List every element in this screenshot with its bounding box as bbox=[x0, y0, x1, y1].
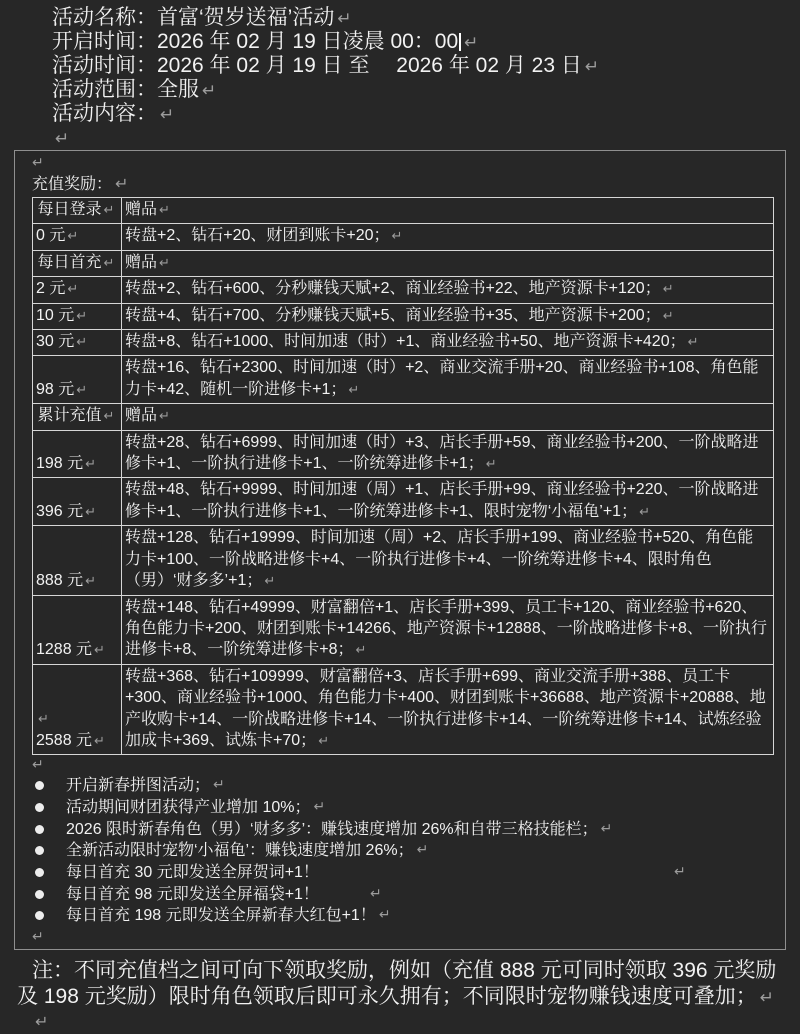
reward-tier-cell bbox=[33, 526, 122, 595]
reward-tier-line bbox=[36, 570, 116, 592]
reward-desc-cell bbox=[122, 526, 774, 595]
bullet-icon bbox=[35, 911, 44, 920]
reward-tier-line bbox=[36, 405, 116, 427]
paragraph-mark: ↵ bbox=[213, 777, 225, 794]
paragraph-mark: ↵ bbox=[159, 203, 170, 218]
paragraph-mark: ↵ bbox=[67, 282, 79, 298]
reward-desc-cell bbox=[122, 277, 774, 303]
paragraph-mark: ↵ bbox=[103, 203, 115, 218]
reward-tier-cell bbox=[33, 430, 122, 478]
reward-tier-label: 396 元 bbox=[36, 502, 84, 520]
paragraph-mark: ↵ bbox=[337, 9, 352, 29]
list-item-text: 每日首充 98 元即发送全屏福袋+1！ bbox=[66, 885, 367, 903]
info-text: 活动名称：首富‘贺岁送福’活动 bbox=[52, 6, 335, 29]
table-row bbox=[33, 430, 774, 478]
reward-tier-cell bbox=[33, 198, 122, 224]
info-line bbox=[52, 126, 800, 150]
reward-desc-cell bbox=[122, 330, 774, 356]
reward-desc-cell bbox=[122, 224, 774, 250]
table-row bbox=[33, 224, 774, 250]
list-item bbox=[32, 862, 773, 884]
paragraph-mark: ↵ bbox=[32, 155, 44, 171]
reward-desc-text: 转盘+148、钻石+49999、财富翻倍+1、店长手册+399、员工卡+120、商业经验书+620、角色能力卡+200、财团到账卡+14266、地产资源卡+12888、一阶战略进修卡+8、一阶执行进修卡+8、一阶统筹进修卡+8； bbox=[125, 598, 767, 659]
paragraph-mark: ↵ bbox=[85, 574, 97, 590]
paragraph-mark: ↵ bbox=[464, 33, 479, 53]
paragraph-mark: ↵ bbox=[76, 382, 88, 398]
table-row bbox=[33, 664, 774, 755]
reward-desc-cell bbox=[122, 250, 774, 276]
reward-tier-cell bbox=[33, 224, 122, 250]
paragraph-mark: ↵ bbox=[32, 929, 44, 946]
paragraph-mark: ↵ bbox=[662, 282, 674, 298]
paragraph-mark: ↵ bbox=[662, 308, 674, 324]
paragraph-mark: ↵ bbox=[94, 733, 105, 749]
bullet-icon bbox=[35, 825, 44, 834]
paragraph-mark: ↵ bbox=[85, 504, 97, 520]
empty-paragraph bbox=[36, 708, 116, 730]
reward-tier-label: 98 元 bbox=[36, 380, 75, 398]
reward-desc-cell bbox=[122, 664, 774, 755]
list-item-text: 开启新春拼图活动； bbox=[66, 777, 211, 795]
reward-tier-label: 累计充值 bbox=[37, 407, 102, 425]
reward-tier-line bbox=[36, 305, 116, 327]
reward-desc-text: 转盘+368、钻石+109999、财富翻倍+3、店长手册+699、商业交流手册+388、员工卡+300、商业经验书+1000、角色能力卡+400、财团到账卡+36688、地产资源卡+20888、地产收购卡+14、一阶战略进修卡+14、一阶执行进修卡+14、一阶统筹进修卡+14、试炼经验加成卡+369、试炼卡+70； bbox=[125, 667, 766, 749]
reward-tier-line bbox=[36, 501, 116, 523]
info-line bbox=[52, 30, 800, 54]
info-text: 活动内容： bbox=[52, 102, 157, 125]
paragraph-mark: ↵ bbox=[103, 255, 115, 271]
list-item-text: 2026 限时新春角色（男）‘财多多’：赚钱速度增加 26%和自带三格技能栏； bbox=[66, 820, 598, 838]
paragraph-mark: ↵ bbox=[485, 457, 497, 473]
info-line bbox=[52, 6, 800, 30]
reward-tier-line bbox=[36, 278, 116, 300]
footnote-text: 注：不同充值档之间可向下领取奖励，例如（充值 888 元可同时领取 396 元奖励及 198 元奖励）限时角色领取后即可永久拥有；不同限时宠物赚钱速度可叠加； bbox=[17, 959, 777, 1009]
recharge-rewards-table bbox=[32, 197, 774, 755]
reward-tier-cell bbox=[33, 356, 122, 404]
reward-tier-label: 2 元 bbox=[36, 280, 66, 298]
list-item bbox=[32, 840, 773, 862]
reward-desc-text: 转盘+28、钻石+6999、时间加速（时）+3、店长手册+59、商业经验书+200、一阶战略进修卡+1、一阶执行进修卡+1、一阶统筹进修卡+1； bbox=[125, 433, 759, 473]
reward-tier-line bbox=[36, 331, 116, 353]
paragraph-mark: ↵ bbox=[378, 907, 391, 924]
reward-tier-line bbox=[36, 252, 116, 274]
list-item bbox=[32, 884, 773, 906]
reward-tier-cell bbox=[33, 595, 122, 664]
paragraph-mark: ↵ bbox=[355, 643, 367, 659]
content-box bbox=[14, 150, 786, 950]
table-row bbox=[33, 478, 774, 526]
paragraph-mark: ↵ bbox=[673, 864, 686, 881]
paragraph-mark: ↵ bbox=[759, 988, 774, 1009]
table-row bbox=[33, 250, 774, 276]
paragraph-mark: ↵ bbox=[32, 757, 44, 774]
reward-desc-text: 转盘+128、钻石+19999、时间加速（周）+2、店长手册+199、商业经验书+520、角色能力卡+100、一阶战略进修卡+4、一阶执行进修卡+4、一阶统筹进修卡+4、限时角色（男）‘财多多’+1； bbox=[125, 529, 754, 590]
reward-desc-cell bbox=[122, 478, 774, 526]
table-row bbox=[33, 303, 774, 329]
reward-desc-text: 赠品 bbox=[125, 407, 158, 425]
info-line bbox=[52, 54, 800, 78]
reward-tier-cell bbox=[33, 664, 122, 755]
list-item bbox=[32, 797, 773, 819]
table-row bbox=[33, 356, 774, 404]
reward-tier-cell bbox=[33, 330, 122, 356]
reward-tier-label: 10 元 bbox=[36, 306, 75, 324]
paragraph-mark: ↵ bbox=[76, 335, 88, 351]
table-row bbox=[33, 277, 774, 303]
empty-paragraph bbox=[0, 1011, 800, 1034]
paragraph-mark: ↵ bbox=[416, 842, 429, 859]
paragraph-mark: ↵ bbox=[318, 733, 330, 749]
paragraph-mark: ↵ bbox=[159, 409, 170, 425]
activity-notes-list bbox=[32, 775, 773, 927]
paragraph-mark: ↵ bbox=[38, 711, 49, 727]
reward-tier-line bbox=[36, 379, 116, 401]
paragraph-mark: ↵ bbox=[313, 799, 326, 816]
reward-tier-label: 每日首充 bbox=[37, 253, 102, 271]
reward-desc-text: 赠品 bbox=[125, 253, 158, 271]
paragraph-mark: ↵ bbox=[391, 229, 403, 245]
list-item-text: 全新活动限时宠物‘小福龟’：赚钱速度增加 26%； bbox=[66, 842, 414, 860]
paragraph-mark: ↵ bbox=[85, 457, 97, 473]
empty-paragraph bbox=[32, 927, 773, 947]
bullet-icon bbox=[35, 868, 44, 877]
reward-tier-line bbox=[36, 199, 116, 221]
list-item-text: 每日首充 198 元即发送全屏新春大红包+1！ bbox=[66, 907, 376, 925]
reward-tier-label: 198 元 bbox=[36, 455, 84, 473]
section-title: 充值奖励： bbox=[32, 176, 113, 193]
paragraph-mark: ↵ bbox=[67, 229, 79, 245]
paragraph-mark: ↵ bbox=[76, 308, 88, 324]
text-caret bbox=[459, 33, 461, 51]
bullet-icon bbox=[35, 803, 44, 812]
reward-tier-line bbox=[36, 453, 116, 475]
section-heading bbox=[32, 173, 773, 196]
empty-paragraph bbox=[32, 755, 773, 775]
list-item-text: 活动期间财团获得产业增加 10%； bbox=[66, 799, 311, 817]
reward-table-body bbox=[33, 198, 774, 755]
list-item bbox=[32, 775, 773, 797]
bullet-icon bbox=[35, 846, 44, 855]
paragraph-mark: ↵ bbox=[202, 81, 217, 101]
reward-desc-cell bbox=[122, 198, 774, 224]
paragraph-mark: ↵ bbox=[115, 174, 129, 193]
info-text: 开启时间：2026 年 02 月 19 日凌晨 00：00 bbox=[52, 30, 459, 53]
reward-desc-cell bbox=[122, 430, 774, 478]
paragraph-mark: ↵ bbox=[584, 57, 600, 77]
table-row bbox=[33, 330, 774, 356]
table-row bbox=[33, 526, 774, 595]
empty-paragraph bbox=[32, 153, 773, 173]
reward-desc-text: 转盘+8、钻石+1000、时间加速（时）+1、商业经验书+50、地产资源卡+420； bbox=[125, 333, 686, 351]
reward-tier-cell bbox=[33, 404, 122, 430]
table-row bbox=[33, 404, 774, 430]
reward-tier-label: 每日登录 bbox=[37, 201, 102, 218]
paragraph-mark: ↵ bbox=[348, 382, 360, 398]
paragraph-mark: ↵ bbox=[55, 129, 70, 149]
paragraph-mark: ↵ bbox=[94, 643, 105, 659]
footnote bbox=[17, 958, 779, 1011]
paragraph-mark: ↵ bbox=[103, 409, 115, 425]
info-text: 活动范围：全服 bbox=[52, 78, 199, 101]
reward-desc-text: 转盘+2、钻石+600、分秒赚钱天赋+2、商业经验书+22、地产资源卡+120； bbox=[125, 280, 661, 298]
reward-tier-label: 0 元 bbox=[36, 227, 66, 245]
reward-tier-label: 2588 元 bbox=[36, 731, 93, 749]
reward-tier-line bbox=[36, 639, 116, 661]
paragraph-mark: ↵ bbox=[687, 335, 699, 351]
paragraph-mark: ↵ bbox=[639, 504, 650, 520]
reward-desc-text: 转盘+4、钻石+700、分秒赚钱天赋+5、商业经验书+35、地产资源卡+200； bbox=[125, 306, 661, 324]
reward-tier-line bbox=[36, 225, 116, 247]
reward-desc-text: 转盘+2、钻石+20、财团到账卡+20； bbox=[125, 227, 390, 245]
reward-desc-cell bbox=[122, 404, 774, 430]
reward-desc-text: 赠品 bbox=[125, 201, 158, 218]
table-row bbox=[33, 595, 774, 664]
paragraph-mark: ↵ bbox=[160, 105, 175, 125]
table-row bbox=[33, 198, 774, 224]
list-item bbox=[32, 905, 773, 927]
paragraph-mark: ↵ bbox=[600, 820, 613, 837]
reward-tier-label: 888 元 bbox=[36, 572, 84, 590]
list-item-text: 每日首充 30 元即发送全屏贺词+1！ bbox=[66, 864, 671, 882]
bullet-icon bbox=[35, 781, 44, 790]
paragraph-mark: ↵ bbox=[369, 885, 382, 902]
reward-tier-cell bbox=[33, 303, 122, 329]
reward-tier-cell bbox=[33, 478, 122, 526]
reward-desc-cell bbox=[122, 303, 774, 329]
paragraph-mark: ↵ bbox=[159, 255, 170, 271]
reward-desc-text: 转盘+48、钻石+9999、时间加速（周）+1、店长手册+99、商业经验书+220、一阶战略进修卡+1、一阶执行进修卡+1、一阶统筹进修卡+1、限时宠物‘小福龟’+1； bbox=[125, 481, 759, 520]
reward-tier-cell bbox=[33, 277, 122, 303]
reward-tier-cell bbox=[33, 250, 122, 276]
reward-tier-line bbox=[36, 730, 116, 752]
reward-desc-cell bbox=[122, 356, 774, 404]
reward-tier-label: 30 元 bbox=[36, 333, 75, 351]
info-text: 活动时间：2026 年 02 月 19 日 至 2026 年 02 月 23 日 bbox=[52, 54, 582, 77]
info-line bbox=[52, 102, 800, 126]
info-line bbox=[52, 78, 800, 102]
reward-tier-label: 1288 元 bbox=[36, 641, 93, 659]
list-item bbox=[32, 819, 773, 841]
reward-desc-text: 转盘+16、钻石+2300、时间加速（时）+2、商业交流手册+20、商业经验书+108、角色能力卡+42、随机一阶进修卡+1； bbox=[125, 359, 759, 398]
paragraph-mark: ↵ bbox=[35, 1012, 49, 1032]
paragraph-mark: ↵ bbox=[264, 574, 276, 590]
bullet-icon bbox=[35, 890, 44, 899]
activity-header bbox=[0, 0, 800, 150]
reward-desc-cell bbox=[122, 595, 774, 664]
